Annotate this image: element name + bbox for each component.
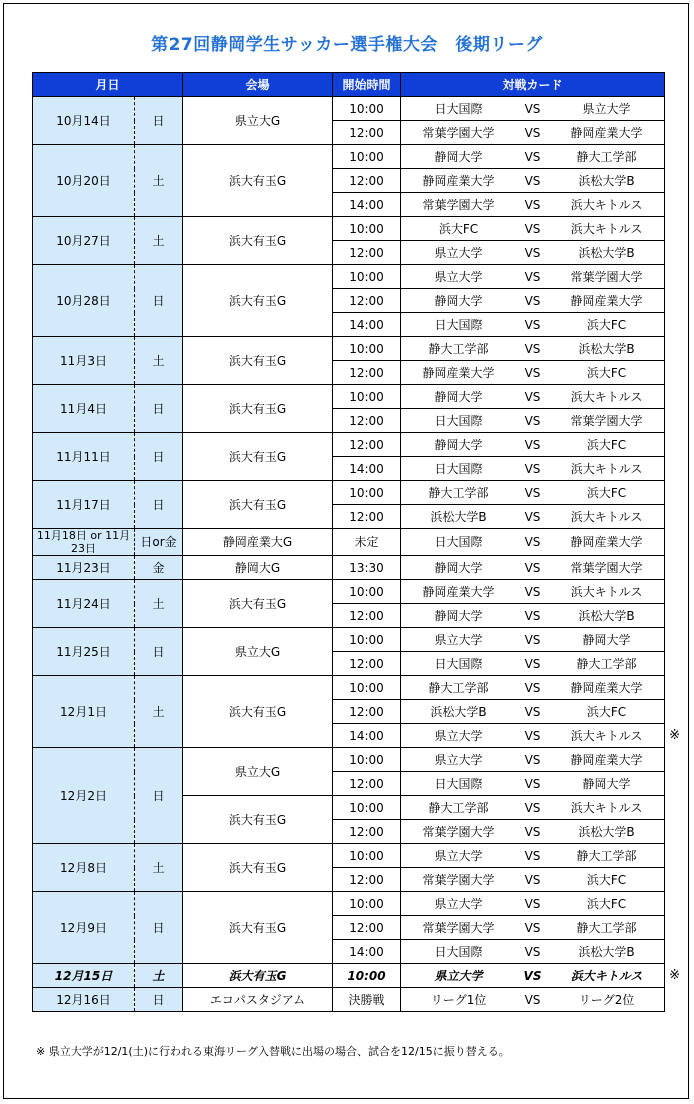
time-cell: 12:00 (333, 700, 401, 724)
vs-label: VS (517, 892, 549, 916)
home-team: 日大国際 (401, 652, 517, 676)
schedule-row (33, 892, 665, 916)
home-team: 静岡産業大学 (401, 361, 517, 385)
home-team: 常葉学園大学 (401, 820, 517, 844)
home-team: 静岡大学 (401, 604, 517, 628)
home-team: 県立大学 (401, 964, 517, 988)
schedule-row (33, 145, 665, 169)
date-cell: 12月15日 (33, 964, 135, 988)
away-team: 静岡産業大学 (549, 121, 665, 145)
away-team: 常葉学園大学 (549, 409, 665, 433)
date-cell: 12月9日 (33, 892, 135, 964)
time-cell: 12:00 (333, 289, 401, 313)
date-cell: 12月8日 (33, 844, 135, 892)
vs-label: VS (517, 409, 549, 433)
time-cell: 10:00 (333, 385, 401, 409)
vs-label: VS (517, 820, 549, 844)
schedule-row (33, 964, 665, 988)
home-team: 静大工学部 (401, 676, 517, 700)
schedule-row (33, 580, 665, 604)
home-team: 静大工学部 (401, 796, 517, 820)
date-cell: 12月1日 (33, 676, 135, 748)
schedule-row (33, 481, 665, 505)
time-cell: 10:00 (333, 145, 401, 169)
home-team: 浜松大学B (401, 505, 517, 529)
away-team: 浜大FC (549, 433, 665, 457)
date-cell: 11月3日 (33, 337, 135, 385)
away-team: 浜大キトルス (549, 217, 665, 241)
weekday-cell: 日 (135, 97, 183, 145)
vs-label: VS (517, 772, 549, 796)
time-cell: 10:00 (333, 892, 401, 916)
away-team: 浜大キトルス (549, 796, 665, 820)
schedule-row (33, 433, 665, 457)
time-cell: 10:00 (333, 217, 401, 241)
away-team: 浜大キトルス (549, 385, 665, 409)
away-team: 浜大FC (549, 361, 665, 385)
vs-label: VS (517, 337, 549, 361)
time-cell: 14:00 (333, 193, 401, 217)
home-team: 静岡産業大学 (401, 169, 517, 193)
away-team: 浜大キトルス (549, 580, 665, 604)
date-cell: 10月20日 (33, 145, 135, 217)
away-team: 静大工学部 (549, 844, 665, 868)
weekday-cell: 土 (135, 337, 183, 385)
time-cell: 10:00 (333, 964, 401, 988)
away-team: 浜大FC (549, 313, 665, 337)
venue-cell: 浜大有玉G (183, 337, 333, 385)
time-cell: 10:00 (333, 337, 401, 361)
vs-label: VS (517, 988, 549, 1012)
home-team: 静岡大学 (401, 289, 517, 313)
vs-label: VS (517, 676, 549, 700)
vs-label: VS (517, 604, 549, 628)
vs-label: VS (517, 724, 549, 748)
vs-label: VS (517, 433, 549, 457)
venue-cell: 浜大有玉G (183, 433, 333, 481)
weekday-cell: 日 (135, 481, 183, 529)
vs-label: VS (517, 145, 549, 169)
header-matchup: 対戦カード (401, 73, 665, 97)
home-team: 日大国際 (401, 772, 517, 796)
header-row (33, 73, 665, 97)
vs-label: VS (517, 916, 549, 940)
venue-cell: 静岡大G (183, 556, 333, 580)
home-team: 常葉学園大学 (401, 868, 517, 892)
time-cell: 12:00 (333, 604, 401, 628)
home-team: 静大工学部 (401, 337, 517, 361)
vs-label: VS (517, 748, 549, 772)
time-cell: 10:00 (333, 748, 401, 772)
date-cell: 11月23日 (33, 556, 135, 580)
vs-label: VS (517, 217, 549, 241)
home-team: 浜松大学B (401, 700, 517, 724)
home-team: 常葉学園大学 (401, 121, 517, 145)
time-cell: 14:00 (333, 724, 401, 748)
date-cell: 11月25日 (33, 628, 135, 676)
vs-label: VS (517, 652, 549, 676)
away-team: 浜大キトルス (549, 193, 665, 217)
date-cell: 10月14日 (33, 97, 135, 145)
vs-label: VS (517, 193, 549, 217)
away-team: 常葉学園大学 (549, 265, 665, 289)
footnote: ※ 県立大学が12/1(土)に行われる東海リーグ入替戦に出場の場合、試合を12/15に振り替える。 (36, 1045, 510, 1058)
weekday-cell: 金 (135, 556, 183, 580)
time-cell: 13:30 (333, 556, 401, 580)
away-team: 静岡産業大学 (549, 748, 665, 772)
away-team: 静大工学部 (549, 145, 665, 169)
schedule-row (33, 217, 665, 241)
vs-label: VS (517, 868, 549, 892)
home-team: 常葉学園大学 (401, 916, 517, 940)
away-team: 浜大FC (549, 892, 665, 916)
date-cell: 11月24日 (33, 580, 135, 628)
time-cell: 12:00 (333, 169, 401, 193)
vs-label: VS (517, 169, 549, 193)
venue-cell: 浜大有玉G (183, 385, 333, 433)
time-cell: 10:00 (333, 97, 401, 121)
away-team: 浜松大学B (549, 940, 665, 964)
date-cell: 12月16日 (33, 988, 135, 1012)
vs-label: VS (517, 940, 549, 964)
weekday-cell: 土 (135, 145, 183, 217)
home-team: 県立大学 (401, 892, 517, 916)
date-cell: 11月4日 (33, 385, 135, 433)
date-cell: 11月17日 (33, 481, 135, 529)
schedule-row (33, 676, 665, 700)
home-team: 日大国際 (401, 313, 517, 337)
weekday-cell: 日or金 (135, 529, 183, 556)
schedule-row (33, 988, 665, 1012)
schedule-row (33, 844, 665, 868)
home-team: リーグ1位 (401, 988, 517, 1012)
time-cell: 12:00 (333, 916, 401, 940)
time-cell: 決勝戦 (333, 988, 401, 1012)
away-team: 浜大キトルス (549, 505, 665, 529)
time-cell: 10:00 (333, 796, 401, 820)
home-team: 静岡大学 (401, 433, 517, 457)
time-cell: 12:00 (333, 652, 401, 676)
away-team: 浜松大学B (549, 241, 665, 265)
home-team: 浜大FC (401, 217, 517, 241)
weekday-cell: 日 (135, 892, 183, 964)
away-team: 浜大FC (549, 868, 665, 892)
time-cell: 12:00 (333, 241, 401, 265)
home-team: 日大国際 (401, 457, 517, 481)
away-team: 静岡産業大学 (549, 289, 665, 313)
time-cell: 10:00 (333, 481, 401, 505)
time-cell: 10:00 (333, 676, 401, 700)
away-team: 浜大FC (549, 481, 665, 505)
vs-label: VS (517, 964, 549, 988)
schedule-table (32, 72, 665, 1012)
date-cell: 12月2日 (33, 748, 135, 844)
vs-label: VS (517, 97, 549, 121)
schedule-row (33, 628, 665, 652)
vs-label: VS (517, 457, 549, 481)
away-team: 静岡大学 (549, 628, 665, 652)
time-cell: 未定 (333, 529, 401, 556)
away-team: 常葉学園大学 (549, 556, 665, 580)
home-team: 県立大学 (401, 844, 517, 868)
home-team: 県立大学 (401, 265, 517, 289)
time-cell: 12:00 (333, 409, 401, 433)
vs-label: VS (517, 481, 549, 505)
venue-cell: 県立大G (183, 748, 333, 796)
away-team: 静大工学部 (549, 916, 665, 940)
venue-cell: 浜大有玉G (183, 265, 333, 337)
time-cell: 14:00 (333, 940, 401, 964)
time-cell: 14:00 (333, 457, 401, 481)
schedule-row (33, 556, 665, 580)
venue-cell: 浜大有玉G (183, 892, 333, 964)
vs-label: VS (517, 796, 549, 820)
vs-label: VS (517, 313, 549, 337)
home-team: 静岡産業大学 (401, 580, 517, 604)
home-team: 日大国際 (401, 529, 517, 556)
away-team: 静大工学部 (549, 652, 665, 676)
time-cell: 12:00 (333, 433, 401, 457)
vs-label: VS (517, 241, 549, 265)
home-team: 日大国際 (401, 97, 517, 121)
away-team: 浜大キトルス (549, 457, 665, 481)
weekday-cell: 日 (135, 988, 183, 1012)
weekday-cell: 土 (135, 676, 183, 748)
venue-cell: 県立大G (183, 628, 333, 676)
date-cell: 11月11日 (33, 433, 135, 481)
venue-cell: 浜大有玉G (183, 964, 333, 988)
schedule-row (33, 748, 665, 772)
venue-cell: 浜大有玉G (183, 844, 333, 892)
vs-label: VS (517, 505, 549, 529)
away-team: 静岡産業大学 (549, 676, 665, 700)
reference-mark: ※ (669, 967, 680, 983)
home-team: 県立大学 (401, 241, 517, 265)
away-team: 浜松大学B (549, 337, 665, 361)
time-cell: 12:00 (333, 121, 401, 145)
weekday-cell: 土 (135, 964, 183, 988)
date-cell: 10月28日 (33, 265, 135, 337)
time-cell: 14:00 (333, 313, 401, 337)
away-team: 県立大学 (549, 97, 665, 121)
header-date: 月日 (33, 73, 183, 97)
time-cell: 10:00 (333, 844, 401, 868)
home-team: 静大工学部 (401, 481, 517, 505)
schedule-row (33, 385, 665, 409)
weekday-cell: 土 (135, 580, 183, 628)
away-team: リーグ2位 (549, 988, 665, 1012)
weekday-cell: 日 (135, 628, 183, 676)
time-cell: 12:00 (333, 820, 401, 844)
venue-cell: 県立大G (183, 97, 333, 145)
vs-label: VS (517, 121, 549, 145)
venue-cell: 静岡産業大G (183, 529, 333, 556)
venue-cell: 浜大有玉G (183, 481, 333, 529)
venue-cell: エコパスタジアム (183, 988, 333, 1012)
vs-label: VS (517, 529, 549, 556)
time-cell: 12:00 (333, 772, 401, 796)
weekday-cell: 土 (135, 217, 183, 265)
header-venue: 会場 (183, 73, 333, 97)
away-team: 浜松大学B (549, 820, 665, 844)
venue-cell: 浜大有玉G (183, 145, 333, 217)
date-cell: 11月18日 or 11月23日 (33, 529, 135, 556)
time-cell: 12:00 (333, 361, 401, 385)
vs-label: VS (517, 385, 549, 409)
weekday-cell: 土 (135, 844, 183, 892)
venue-cell: 浜大有玉G (183, 676, 333, 748)
weekday-cell: 日 (135, 385, 183, 433)
weekday-cell: 日 (135, 433, 183, 481)
vs-label: VS (517, 361, 549, 385)
vs-label: VS (517, 700, 549, 724)
schedule-body (33, 97, 665, 1012)
page-title: 第27回静岡学生サッカー選手権大会 後期リーグ (151, 35, 543, 55)
vs-label: VS (517, 556, 549, 580)
home-team: 静岡大学 (401, 556, 517, 580)
time-cell: 12:00 (333, 505, 401, 529)
away-team: 静岡大学 (549, 772, 665, 796)
weekday-cell: 日 (135, 265, 183, 337)
schedule-row (33, 97, 665, 121)
home-team: 県立大学 (401, 748, 517, 772)
time-cell: 10:00 (333, 628, 401, 652)
home-team: 県立大学 (401, 724, 517, 748)
vs-label: VS (517, 628, 549, 652)
home-team: 県立大学 (401, 628, 517, 652)
vs-label: VS (517, 580, 549, 604)
vs-label: VS (517, 289, 549, 313)
schedule-row (33, 337, 665, 361)
away-team: 浜大キトルス (549, 724, 665, 748)
away-team: 浜大FC (549, 700, 665, 724)
venue-cell: 浜大有玉G (183, 217, 333, 265)
venue-cell: 浜大有玉G (183, 580, 333, 628)
time-cell: 12:00 (333, 868, 401, 892)
vs-label: VS (517, 265, 549, 289)
reference-mark: ※ (669, 727, 680, 743)
venue-cell: 浜大有玉G (183, 796, 333, 844)
away-team: 浜松大学B (549, 169, 665, 193)
away-team: 浜松大学B (549, 604, 665, 628)
time-cell: 10:00 (333, 265, 401, 289)
home-team: 日大国際 (401, 409, 517, 433)
schedule-row (33, 529, 665, 556)
away-team: 静岡産業大学 (549, 529, 665, 556)
time-cell: 10:00 (333, 580, 401, 604)
home-team: 静岡大学 (401, 145, 517, 169)
home-team: 静岡大学 (401, 385, 517, 409)
schedule-row (33, 265, 665, 289)
header-time: 開始時間 (333, 73, 401, 97)
home-team: 日大国際 (401, 940, 517, 964)
vs-label: VS (517, 844, 549, 868)
date-cell: 10月27日 (33, 217, 135, 265)
home-team: 常葉学園大学 (401, 193, 517, 217)
away-team: 浜大キトルス (549, 964, 665, 988)
weekday-cell: 日 (135, 748, 183, 844)
